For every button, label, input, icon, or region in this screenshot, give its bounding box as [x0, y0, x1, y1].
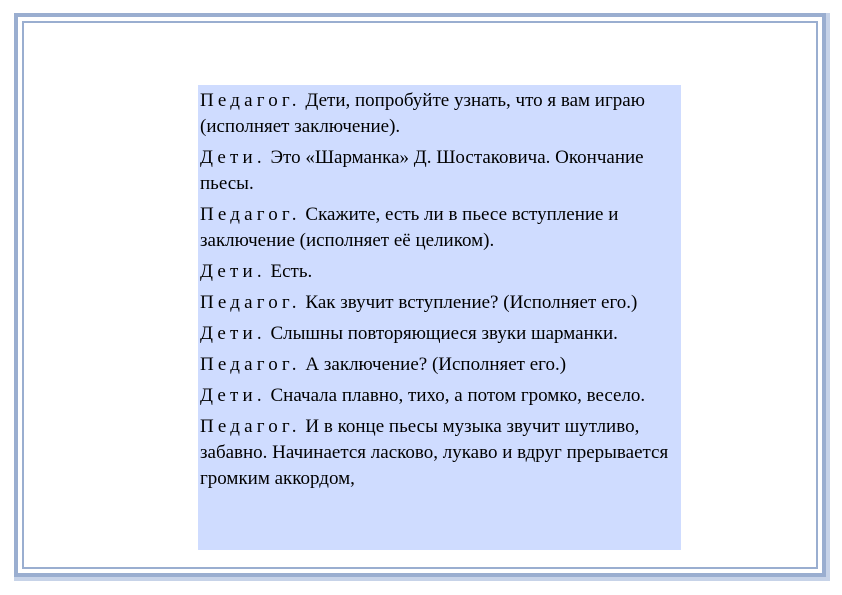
- dialogue-line: [200, 383, 679, 409]
- speaker-label: Дети.: [200, 147, 266, 168]
- speaker-label: Дети.: [200, 323, 266, 344]
- dialogue-line: [200, 290, 679, 316]
- dialogue-line: [200, 88, 679, 140]
- dialogue-line: [200, 352, 679, 378]
- line-text: Дети, попробуйте узнать, что я вам играю (исполняет заключение).: [200, 90, 645, 137]
- line-text: Скажите, есть ли в пьесе вступление и заключение (исполняет её целиком).: [200, 204, 619, 251]
- speaker-label: Педагог.: [200, 292, 301, 313]
- dialogue-line: [200, 202, 679, 254]
- dialogue-line: [200, 414, 679, 492]
- dialogue-textbox: [198, 85, 681, 550]
- dialogue-line: [200, 321, 679, 347]
- line-text: Это «Шарманка» Д. Шостаковича. Окончание пьесы.: [200, 147, 644, 194]
- speaker-label: Педагог.: [200, 204, 301, 225]
- speaker-label: Дети.: [200, 385, 266, 406]
- dialogue-line: [200, 145, 679, 197]
- speaker-label: Педагог.: [200, 90, 301, 111]
- line-text: Как звучит вступление? (Исполняет его.): [300, 292, 638, 313]
- dialogue-line: [200, 259, 679, 285]
- speaker-label: Дети.: [200, 261, 266, 282]
- speaker-label: Педагог.: [200, 354, 301, 375]
- line-text: Слышны повторяющиеся звуки шарманки.: [265, 323, 618, 344]
- line-text: И в конце пьесы музыка звучит шутливо, забавно. Начинается ласково, лукаво и вдруг прерывается громким аккордом,: [200, 416, 669, 489]
- line-text: Сначала плавно, тихо, а потом громко, весело.: [265, 385, 646, 406]
- frame-shadow: [14, 577, 830, 581]
- speaker-label: Педагог.: [200, 416, 301, 437]
- line-text: Есть.: [265, 261, 313, 282]
- line-text: А заключение? (Исполняет его.): [300, 354, 567, 375]
- frame-shadow: [826, 13, 830, 581]
